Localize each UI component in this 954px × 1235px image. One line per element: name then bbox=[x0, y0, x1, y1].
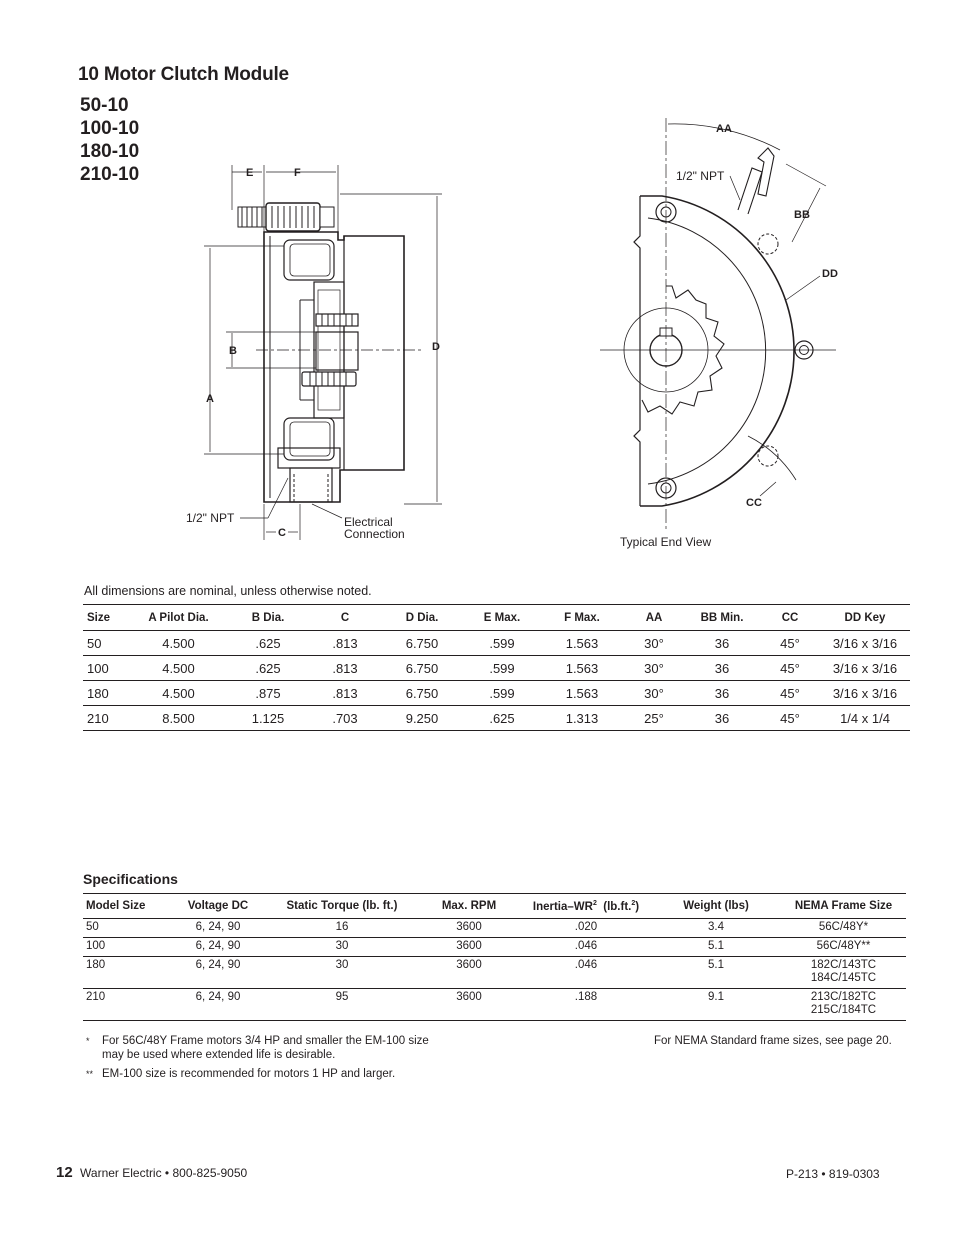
model-item: 100-10 bbox=[80, 118, 140, 139]
npt-label-side: 1/2" NPT bbox=[186, 511, 235, 525]
table-cell: 3/16 x 3/16 bbox=[820, 681, 910, 706]
table-header-row bbox=[83, 894, 906, 919]
footnote-text: EM-100 size is recommended for motors 1 HP and larger. bbox=[102, 1068, 396, 1080]
table-cell: 6.750 bbox=[380, 631, 464, 656]
footnote-1 bbox=[86, 1034, 506, 1062]
table-header-row bbox=[83, 605, 910, 631]
catalog-code: P-213 • 819-0303 bbox=[786, 1167, 880, 1181]
table-cell: 45° bbox=[760, 631, 820, 656]
model-item: 210-10 bbox=[80, 164, 140, 185]
table-cell: 3.4 bbox=[651, 919, 781, 938]
superscript: 2 bbox=[631, 899, 636, 907]
table-cell: 36 bbox=[684, 681, 760, 706]
frame-size: 56C/48Y** bbox=[816, 940, 871, 952]
company-contact: Warner Electric • 800-825-9050 bbox=[80, 1166, 248, 1180]
column-header: B Dia. bbox=[226, 605, 310, 631]
table-cell: .813 bbox=[310, 656, 380, 681]
table-cell: 30° bbox=[624, 681, 684, 706]
column-header: Model Size bbox=[83, 894, 169, 919]
dim-label-d: D bbox=[432, 341, 440, 353]
table-cell: 180 bbox=[83, 681, 131, 706]
specifications-table bbox=[83, 893, 906, 1021]
table-cell: .625 bbox=[226, 656, 310, 681]
table-cell: .599 bbox=[464, 631, 540, 656]
table-cell: 1/4 x 1/4 bbox=[820, 706, 910, 731]
table-cell: 1.125 bbox=[226, 706, 310, 731]
column-header: Static Torque (lb. ft.) bbox=[267, 894, 417, 919]
table-cell: 50 bbox=[83, 919, 169, 938]
dim-label-aa: AA bbox=[716, 123, 732, 135]
page-footer-left bbox=[56, 1164, 247, 1181]
table-cell: 4.500 bbox=[131, 656, 226, 681]
column-header: A Pilot Dia. bbox=[131, 605, 226, 631]
table-cell: 16 bbox=[267, 919, 417, 938]
table-cell: .599 bbox=[464, 656, 540, 681]
dim-label-e: E bbox=[246, 167, 254, 179]
frame-size: 184C/145TC bbox=[810, 972, 877, 984]
table-cell: .813 bbox=[310, 631, 380, 656]
technical-drawing bbox=[0, 0, 954, 600]
footnote-text: may be used where extended life is desirable. bbox=[102, 1049, 336, 1061]
column-header: Max. RPM bbox=[417, 894, 521, 919]
table-cell: .020 bbox=[521, 919, 651, 938]
end-view-caption: Typical End View bbox=[620, 535, 712, 549]
footnote-2 bbox=[86, 1067, 506, 1081]
column-header: E Max. bbox=[464, 605, 540, 631]
table-cell: .046 bbox=[521, 957, 651, 989]
column-header: Voltage DC bbox=[169, 894, 267, 919]
table-cell: 5.1 bbox=[651, 938, 781, 957]
frame-size: 215C/184TC bbox=[810, 1004, 877, 1016]
dim-label-a: A bbox=[206, 393, 214, 405]
table-cell: 45° bbox=[760, 656, 820, 681]
table-cell: .046 bbox=[521, 938, 651, 957]
model-item: 180-10 bbox=[80, 141, 140, 162]
table-cell: 210 bbox=[83, 989, 169, 1021]
table-cell: 4.500 bbox=[131, 631, 226, 656]
footnote-mark: * bbox=[86, 1036, 90, 1046]
table-cell: .599 bbox=[464, 681, 540, 706]
inertia-header-text: Inertia–WR bbox=[532, 900, 593, 913]
table-cell: 6, 24, 90 bbox=[169, 989, 267, 1021]
table-row bbox=[83, 681, 910, 706]
table-cell: .625 bbox=[464, 706, 540, 731]
table-cell: 3600 bbox=[417, 989, 521, 1021]
column-header: D Dia. bbox=[380, 605, 464, 631]
table-cell: 1.563 bbox=[540, 681, 624, 706]
table-row bbox=[83, 957, 906, 989]
table-cell bbox=[781, 989, 906, 1021]
frame-size: 213C/182TC bbox=[810, 991, 877, 1003]
column-header: F Max. bbox=[540, 605, 624, 631]
table-cell: 8.500 bbox=[131, 706, 226, 731]
frame-size: 182C/143TC bbox=[810, 959, 877, 971]
table-cell: 1.563 bbox=[540, 631, 624, 656]
column-header: C bbox=[310, 605, 380, 631]
inertia-unit-close: ) bbox=[635, 900, 640, 913]
table-cell: .625 bbox=[226, 631, 310, 656]
table-cell: .703 bbox=[310, 706, 380, 731]
table-cell: 100 bbox=[83, 938, 169, 957]
table-cell: 6.750 bbox=[380, 681, 464, 706]
column-header: CC bbox=[760, 605, 820, 631]
table-cell bbox=[781, 957, 906, 989]
column-header: AA bbox=[624, 605, 684, 631]
page-title: 10 Motor Clutch Module bbox=[78, 64, 289, 85]
table-cell: 30° bbox=[624, 656, 684, 681]
table-cell: 3/16 x 3/16 bbox=[820, 656, 910, 681]
table-cell: 1.563 bbox=[540, 656, 624, 681]
table-row bbox=[83, 989, 906, 1021]
table-cell bbox=[781, 938, 906, 957]
column-header bbox=[521, 894, 651, 919]
table-cell: 3600 bbox=[417, 919, 521, 938]
table-row bbox=[83, 656, 910, 681]
table-cell: 95 bbox=[267, 989, 417, 1021]
dimensions-table bbox=[83, 604, 910, 731]
dim-label-dd: DD bbox=[822, 268, 838, 280]
page-number: 12 bbox=[56, 1164, 73, 1181]
table-cell: 210 bbox=[83, 706, 131, 731]
electrical-label-line1: Electrical bbox=[344, 515, 393, 529]
table-cell: 3600 bbox=[417, 957, 521, 989]
table-cell: 100 bbox=[83, 656, 131, 681]
table-row bbox=[83, 938, 906, 957]
footnote-mark: ** bbox=[86, 1069, 94, 1079]
table-cell: 180 bbox=[83, 957, 169, 989]
table-cell: 6, 24, 90 bbox=[169, 957, 267, 989]
specifications-heading: Specifications bbox=[83, 871, 178, 887]
superscript: 2 bbox=[592, 899, 597, 907]
column-header: BB Min. bbox=[684, 605, 760, 631]
table-cell: .188 bbox=[521, 989, 651, 1021]
table-row bbox=[83, 919, 906, 938]
table-cell: 3/16 x 3/16 bbox=[820, 631, 910, 656]
column-header: Weight (lbs) bbox=[651, 894, 781, 919]
table-cell: 45° bbox=[760, 706, 820, 731]
model-item: 50-10 bbox=[80, 95, 129, 116]
column-header: NEMA Frame Size bbox=[781, 894, 906, 919]
column-header: Size bbox=[83, 605, 131, 631]
table-cell: 9.1 bbox=[651, 989, 781, 1021]
dim-label-b: B bbox=[229, 345, 237, 357]
electrical-label-line2: Connection bbox=[344, 527, 405, 541]
table-cell: 30 bbox=[267, 957, 417, 989]
table-cell: 36 bbox=[684, 656, 760, 681]
table-cell: .875 bbox=[226, 681, 310, 706]
nema-reference-note: For NEMA Standard frame sizes, see page 20. bbox=[654, 1035, 892, 1047]
table-cell bbox=[781, 919, 906, 938]
table-cell: 50 bbox=[83, 631, 131, 656]
table-cell: .813 bbox=[310, 681, 380, 706]
table-cell: 25° bbox=[624, 706, 684, 731]
dim-label-f: F bbox=[294, 167, 301, 179]
table-cell: 30° bbox=[624, 631, 684, 656]
table-cell: 6, 24, 90 bbox=[169, 919, 267, 938]
table-cell: 1.313 bbox=[540, 706, 624, 731]
npt-label-end: 1/2" NPT bbox=[676, 169, 725, 183]
table-cell: 4.500 bbox=[131, 681, 226, 706]
dimensions-note: All dimensions are nominal, unless otherwise noted. bbox=[84, 584, 372, 598]
table-row bbox=[83, 631, 910, 656]
column-header: DD Key bbox=[820, 605, 910, 631]
table-cell: 36 bbox=[684, 706, 760, 731]
table-cell: 6, 24, 90 bbox=[169, 938, 267, 957]
dim-label-bb: BB bbox=[794, 209, 810, 221]
inertia-unit-text: (lb.ft. bbox=[603, 900, 632, 913]
table-cell: 45° bbox=[760, 681, 820, 706]
frame-size: 56C/48Y* bbox=[818, 921, 869, 933]
table-cell: 3600 bbox=[417, 938, 521, 957]
table-cell: 5.1 bbox=[651, 957, 781, 989]
table-cell: 30 bbox=[267, 938, 417, 957]
table-cell: 9.250 bbox=[380, 706, 464, 731]
table-row bbox=[83, 706, 910, 731]
table-cell: 6.750 bbox=[380, 656, 464, 681]
dim-label-c: C bbox=[278, 527, 286, 539]
footnote-text: For 56C/48Y Frame motors 3/4 HP and smaller the EM-100 size bbox=[102, 1035, 429, 1047]
dim-label-cc: CC bbox=[746, 497, 762, 509]
table-cell: 36 bbox=[684, 631, 760, 656]
